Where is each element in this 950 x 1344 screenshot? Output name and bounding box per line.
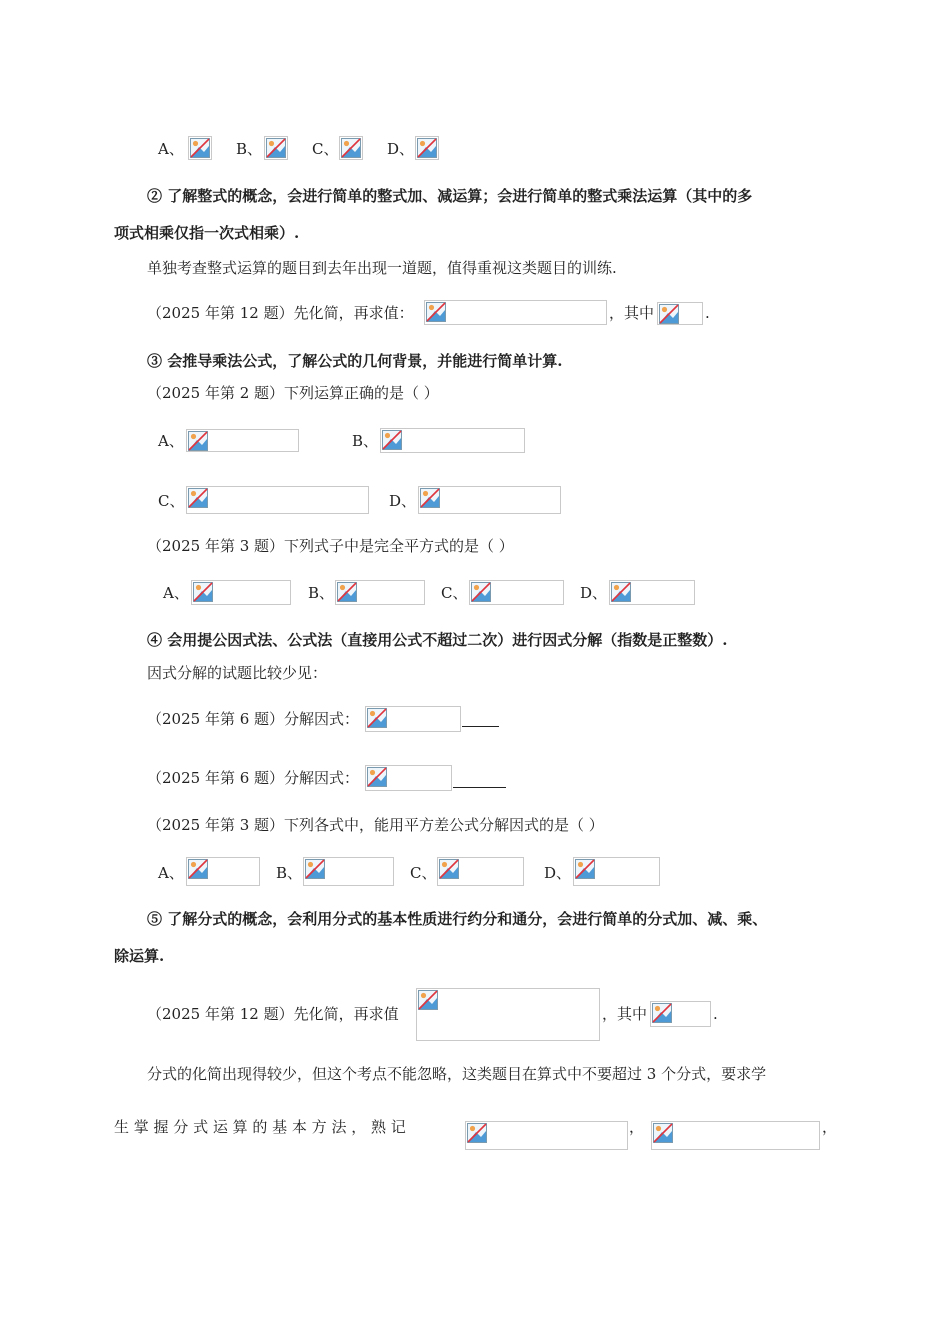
section-5-paragraph: 分式的化简出现得较少，但这个考点不能忽略，这类题目在算式中不要超过 3 个分式，要求学 <box>147 1065 767 1083</box>
section-3-title: ③ 会推导乘法公式，了解公式的几何背景，并能进行简单计算. <box>147 352 563 370</box>
broken-image-icon <box>611 582 631 602</box>
formula-image <box>186 486 369 514</box>
broken-image-icon <box>471 582 491 602</box>
question-text: （2025 年第 3 题）下列式子中是完全平方式的是（ ） <box>147 537 514 555</box>
formula-image <box>469 580 564 605</box>
answer-blank <box>462 726 499 727</box>
question-text: ，其中 <box>609 304 655 322</box>
question-text: ，其中 <box>602 1005 648 1023</box>
broken-image-icon <box>266 138 286 158</box>
broken-image-icon <box>341 138 361 158</box>
option-c-label: C、 <box>441 584 468 602</box>
answer-blank <box>453 787 506 788</box>
section-2-note: 单独考查整式运算的题目到去年出现一道题，值得重视这类题目的训练. <box>147 259 617 277</box>
question-text: （2025 年第 6 题）分解因式： <box>147 769 360 787</box>
formula-image <box>465 1121 628 1150</box>
formula-image <box>424 300 607 325</box>
formula-image <box>573 857 660 886</box>
section-5-title-cont: 除运算. <box>114 947 165 965</box>
question-text: （2025 年第 12 题）先化简，再求值 <box>147 1005 399 1023</box>
option-b-label: B、 <box>236 140 263 158</box>
option-a-label: A、 <box>163 584 189 602</box>
punctuation: ， <box>822 1118 838 1136</box>
section-4-title: ④ 会用提公因式法、公式法（直接用公式不超过二次）进行因式分解（指数是正整数）. <box>147 631 728 649</box>
question-text: （2025 年第 6 题）分解因式： <box>147 710 360 728</box>
broken-image-icon <box>367 767 387 787</box>
formula-image <box>437 857 524 886</box>
option-a-label: A、 <box>158 140 184 158</box>
option-d-label: D、 <box>580 584 608 602</box>
punctuation: ， <box>629 1118 645 1136</box>
formula-image <box>303 857 394 886</box>
section-5-title: ⑤ 了解分式的概念，会利用分式的基本性质进行约分和通分，会进行简单的分式加、减、乘、 <box>147 910 768 928</box>
question-text: . <box>705 304 710 322</box>
broken-image-icon <box>188 431 208 451</box>
formula-image <box>186 429 299 452</box>
question-text: . <box>713 1005 718 1023</box>
broken-image-icon <box>188 859 208 879</box>
section-2-title: ② 了解整式的概念，会进行简单的整式加、减运算；会进行简单的整式乘法运算（其中的多 <box>147 187 753 205</box>
broken-image-icon <box>659 304 679 324</box>
section-2-title-cont: 项式相乘仅指一次式相乘）. <box>114 224 300 242</box>
option-d-label: D、 <box>387 140 415 158</box>
broken-image-icon <box>418 990 438 1010</box>
broken-image-icon <box>305 859 325 879</box>
formula-image <box>415 136 439 160</box>
option-c-label: C、 <box>312 140 339 158</box>
formula-image <box>609 580 695 605</box>
broken-image-icon <box>439 859 459 879</box>
option-b-label: B、 <box>352 432 379 450</box>
formula-image <box>339 136 363 160</box>
formula-image <box>380 428 525 453</box>
section-5-paragraph-cont: 生 掌 握 分 式 运 算 的 基 本 方 法 ， 熟 记 <box>114 1118 406 1136</box>
formula-image <box>651 1121 820 1150</box>
broken-image-icon <box>367 708 387 728</box>
question-text: （2025 年第 2 题）下列运算正确的是（ ） <box>147 384 439 402</box>
option-a-label: A、 <box>158 864 184 882</box>
option-d-label: D、 <box>389 492 417 510</box>
option-a-label: A、 <box>158 432 184 450</box>
broken-image-icon <box>417 138 437 158</box>
broken-image-icon <box>193 582 213 602</box>
broken-image-icon <box>188 488 208 508</box>
broken-image-icon <box>653 1123 673 1143</box>
formula-image <box>188 136 212 160</box>
formula-image <box>416 988 600 1041</box>
section-4-note: 因式分解的试题比较少见： <box>147 664 328 682</box>
option-c-label: C、 <box>410 864 437 882</box>
option-c-label: C、 <box>158 492 185 510</box>
formula-image <box>650 1001 711 1027</box>
broken-image-icon <box>467 1123 487 1143</box>
broken-image-icon <box>190 138 210 158</box>
formula-image <box>186 857 260 886</box>
option-d-label: D、 <box>544 864 572 882</box>
broken-image-icon <box>420 488 440 508</box>
broken-image-icon <box>382 430 402 450</box>
broken-image-icon <box>652 1003 672 1023</box>
broken-image-icon <box>575 859 595 879</box>
broken-image-icon <box>337 582 357 602</box>
option-b-label: B、 <box>308 584 335 602</box>
question-text: （2025 年第 12 题）先化简，再求值： <box>147 304 414 322</box>
question-text: （2025 年第 3 题）下列各式中，能用平方差公式分解因式的是（ ） <box>147 816 604 834</box>
formula-image <box>418 486 561 514</box>
formula-image <box>657 302 703 325</box>
broken-image-icon <box>426 302 446 322</box>
formula-image <box>264 136 288 160</box>
option-b-label: B、 <box>276 864 303 882</box>
formula-image <box>365 706 461 732</box>
formula-image <box>335 580 425 605</box>
formula-image <box>191 580 291 605</box>
formula-image <box>365 765 452 791</box>
